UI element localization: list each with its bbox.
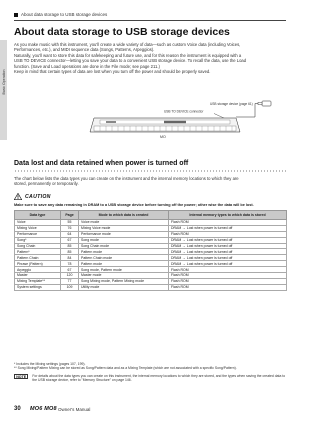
caution-heading	[14, 193, 51, 200]
instrument-label: MO	[160, 135, 166, 139]
note-block	[14, 374, 286, 383]
table-cell: 64	[61, 231, 79, 237]
section-body	[14, 176, 286, 187]
table-cell: Voice mode	[79, 220, 169, 226]
table-cell: Performance	[15, 231, 61, 237]
intro-line: USB TO DEVICE connector—letting you save your data to a convenient USB storage device. To recall the data, use the Load	[14, 58, 247, 64]
table-cell: 77	[61, 278, 79, 284]
section-dotted-rule	[14, 170, 286, 172]
table-cell: Phrase (Pattern)	[15, 261, 61, 267]
usb-connection-diagram	[14, 98, 286, 142]
table-cell: 85	[61, 243, 79, 249]
table-cell: Performance mode	[79, 231, 169, 237]
page-number: 30	[14, 406, 21, 412]
table-cell: Song mode, Pattern mode	[79, 267, 169, 273]
data-storage-table	[14, 210, 287, 291]
caution-text: Make sure to save any data remaining in DRAM to a USB storage device before turning off the power; other wise the data will be lost.	[14, 203, 254, 207]
table-cell: Mixing Voice mode	[79, 225, 169, 231]
table-cell: 78	[61, 261, 79, 267]
table-cell: Pattern mode	[79, 249, 169, 255]
page-title: About data storage to USB storage devices	[14, 26, 230, 38]
footnote: * Includes the Mixing settings (pages 107, 199).	[14, 362, 86, 366]
table-cell: DRAM → Lost when power is turned off	[169, 261, 287, 267]
usb-device-label: USB storage device (page 61)	[210, 102, 253, 107]
intro-line: Performances, etc.), and MIDI sequence data (Songs, Patterns, Arpeggios).	[14, 47, 155, 53]
table-cell: Master	[15, 273, 61, 279]
table-cell: 84	[61, 255, 79, 261]
table-cell: DRAM → Lost when power is turned off	[169, 225, 287, 231]
intro-paragraph	[14, 42, 286, 74]
column-header: Mode to which data is created	[79, 211, 169, 220]
table-header-row	[15, 211, 287, 220]
table-cell: Flash ROM	[169, 267, 287, 273]
table-cell: Flash ROM	[169, 273, 287, 279]
table-cell: 67	[61, 237, 79, 243]
table-cell: Mixing Template**	[15, 278, 61, 284]
usb-drive-icon	[262, 101, 271, 106]
table-cell: Flash ROM	[169, 278, 287, 284]
section-line: stored, permanently or temporarily.	[14, 181, 79, 187]
table-cell: 85	[61, 249, 79, 255]
table-cell: 76	[61, 225, 79, 231]
table-row	[15, 284, 287, 290]
table-cell: System settings	[15, 284, 61, 290]
table-cell: Pattern Chain	[15, 255, 61, 261]
warning-triangle-icon	[14, 193, 22, 200]
table-cell: DRAM → Lost when power is turned off	[169, 255, 287, 261]
table-cell: Master mode	[79, 273, 169, 279]
intro-line: Keep in mind that certain types of data are lost when you turn off the power and should be properly saved.	[14, 69, 211, 75]
table-cell: Pattern Chain mode	[79, 255, 169, 261]
table-cell: 67	[61, 267, 79, 273]
connector-label: USB TO DEVICE connector	[164, 109, 204, 114]
table-cell: Song Chain mode	[79, 243, 169, 249]
table-cell: Song mode	[79, 237, 169, 243]
table-cell: Flash ROM	[169, 231, 287, 237]
instrument-icon	[90, 118, 240, 132]
footnote: ** Song Mixing/Pattern Mixing can be stored as Song/Pattern data and as a Mixing Template (which are not associated with a specific Song/Pattern).	[14, 366, 237, 371]
intro-line: function. (Save and Load operations are done in the File mode; see page 211.)	[14, 63, 160, 69]
table-cell: Flash ROM	[169, 284, 287, 290]
side-tab-label: Basic Operation	[2, 69, 6, 95]
table-cell: Mixing Voice	[15, 225, 61, 231]
table-cell: DRAM → Lost when power is turned off	[169, 249, 287, 255]
intro-line: Naturally, you'll want to store this data for safekeeping and future use, and for this reason the instrument is equipped with a	[14, 52, 242, 58]
table-cell: 55	[61, 220, 79, 226]
manual-label: Owner's Manual	[58, 407, 91, 412]
column-header: Page	[61, 211, 79, 220]
section-line: The chart below lists the data types you can create on the instrument and the internal memory locations to which they are	[14, 176, 239, 181]
table-cell: DRAM → Lost when power is turned off	[169, 237, 287, 243]
table-cell: Song*	[15, 237, 61, 243]
table-cell: Pattern*	[15, 249, 61, 255]
header-divider	[14, 20, 286, 21]
table-cell: Arpeggio	[15, 267, 61, 273]
intro-line: As you make music with this instrument, you'll create a wide variety of data—such as custom Voice data (including Voices,	[14, 42, 241, 47]
table-cell: Utility mode	[79, 284, 169, 290]
table-cell: Pattern mode	[79, 261, 169, 267]
section-title: Data lost and data retained when power is turned off	[14, 160, 189, 167]
table-cell: 120	[61, 273, 79, 279]
table-cell: DRAM → Lost when power is turned off	[169, 243, 287, 249]
column-header: Data type	[15, 211, 61, 220]
table-cell: Song Chain	[15, 243, 61, 249]
table-cell: Voice	[15, 220, 61, 226]
note-text: For details about the data types you can create on this instrument, the internal memory locations to which they are stored, and the types when saving the created data to the USB storage device, refer to "Memory Structure" on page 146.	[32, 374, 286, 383]
footnotes	[14, 362, 286, 371]
table-cell: 109	[61, 284, 79, 290]
table-cell: Song Mixing mode, Pattern Mixing mode	[79, 278, 169, 284]
product-logo: MO6 MO8	[30, 406, 57, 412]
caution-label: CAUTION	[25, 193, 51, 200]
running-header: About data storage to USB storage devices	[21, 12, 108, 17]
table-cell: Flash ROM	[169, 220, 287, 226]
column-header: Internal memory types to which data is stored	[169, 211, 287, 220]
note-label: NOTE	[14, 374, 28, 379]
header-square-icon	[14, 13, 18, 17]
